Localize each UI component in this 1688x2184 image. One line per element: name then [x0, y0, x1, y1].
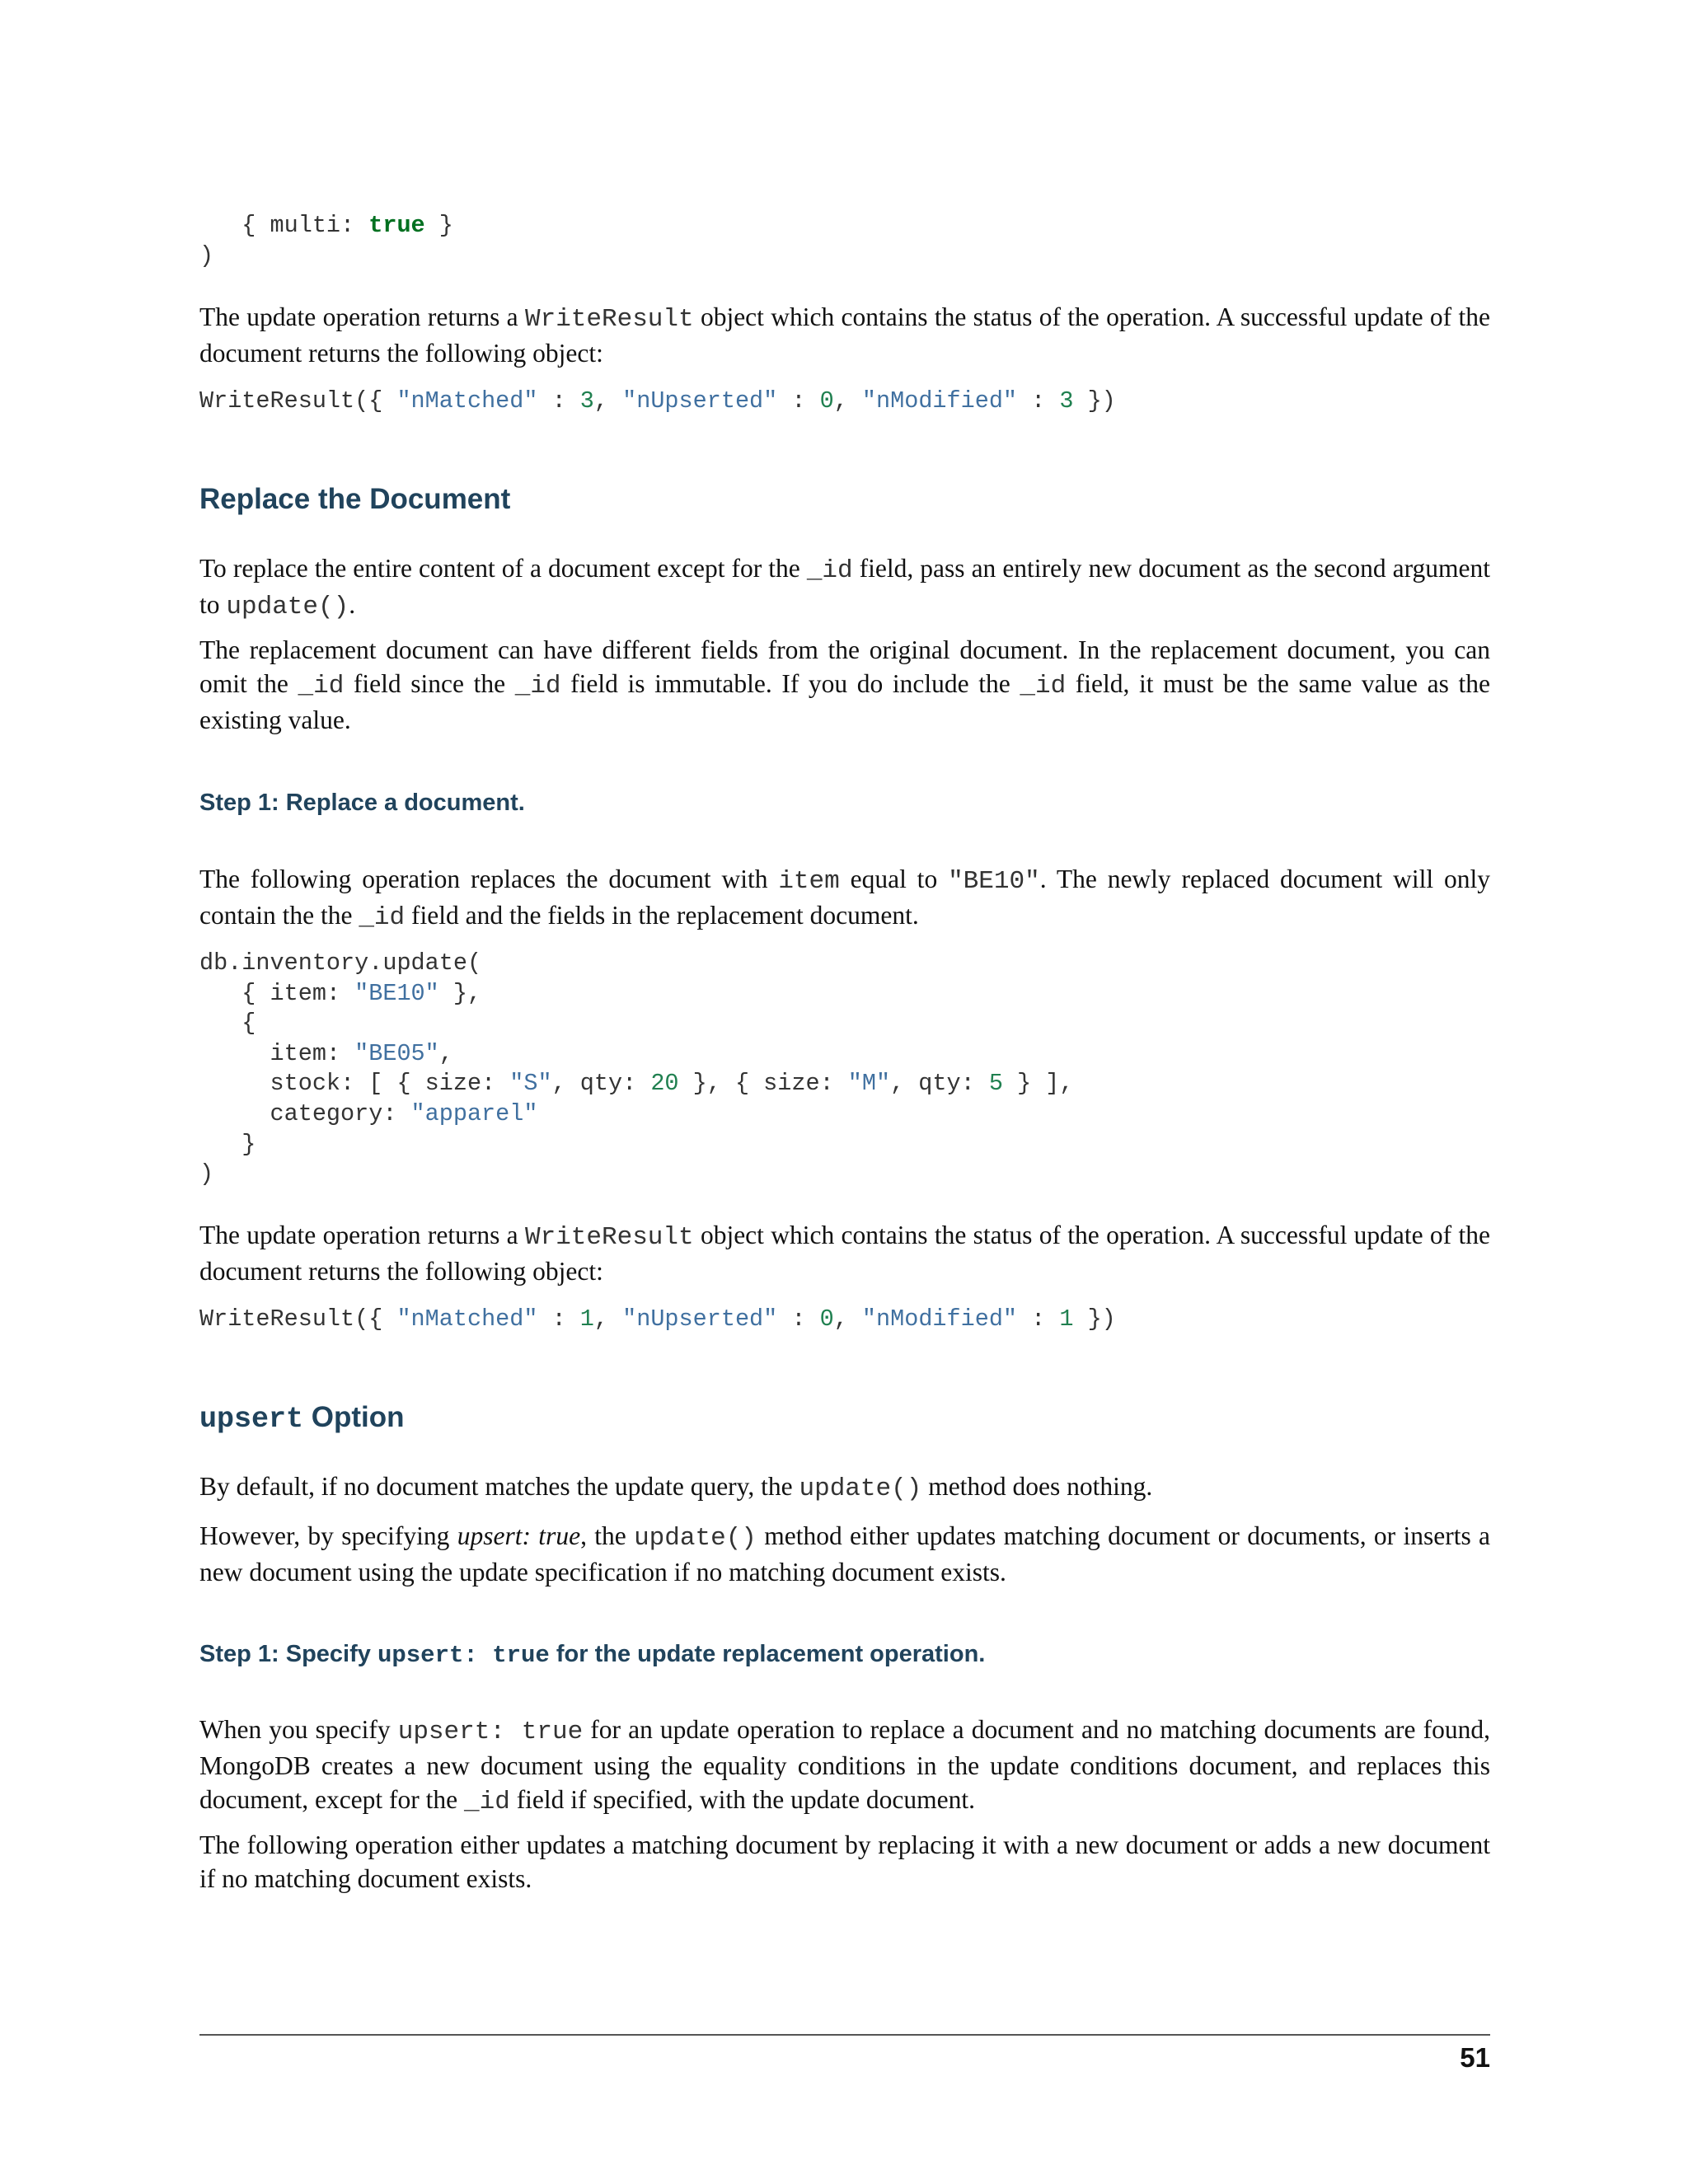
- code-string: "nUpserted": [622, 387, 778, 415]
- code-number: 0: [819, 387, 834, 415]
- code-string: "BE10": [354, 979, 439, 1007]
- code-text: :: [537, 1305, 580, 1333]
- code-number: 3: [579, 387, 594, 415]
- paragraph-writeresult-2: [199, 1218, 1490, 1288]
- code-text: {: [199, 1010, 256, 1038]
- text: field and the fields in the replacement document.: [405, 901, 919, 930]
- text: field since the: [344, 669, 515, 698]
- inline-code: item: [778, 867, 840, 896]
- paragraph-upsert-explain: [199, 1713, 1490, 1819]
- code-number: 1: [579, 1305, 594, 1333]
- inline-code: update(): [634, 1524, 757, 1553]
- paragraph-upsert-true: [199, 1519, 1490, 1589]
- text: object which contains the status of the operation. A successful update of the document returns the following object:: [199, 1221, 1490, 1286]
- code-text: ,: [833, 387, 862, 415]
- text: field if specified, with the update document.: [509, 1785, 976, 1814]
- text: method either updates matching document or documents, or inserts a new document using the update specification if no matching document exists.: [199, 1521, 1491, 1586]
- footer-divider: [199, 2034, 1490, 2036]
- paragraph-upsert-default: [199, 1469, 1490, 1506]
- code-text: WriteResult({: [199, 387, 397, 415]
- paragraph-step1-desc: [199, 862, 1490, 935]
- text: However, by specifying: [199, 1521, 457, 1550]
- inline-code: _id: [298, 672, 345, 701]
- text: field is immutable. If you do include the: [560, 669, 1020, 698]
- code-text: , qty:: [890, 1070, 989, 1098]
- inline-code: _id: [464, 1788, 510, 1816]
- code-text: item:: [199, 1039, 355, 1067]
- text: . The newly replaced document will only contain the the: [199, 865, 1491, 930]
- code-text: }): [1073, 1305, 1116, 1333]
- inline-code: update(): [799, 1474, 922, 1503]
- code-text: }: [199, 1130, 256, 1158]
- text: for an update operation to replace a document and no matching documents are found, MongoDB creates a new document using the equality conditions in the update conditions document, and replaces this document, except for the: [199, 1715, 1490, 1814]
- inline-code: "BE10": [948, 867, 1040, 896]
- code-text: WriteResult({: [199, 1305, 397, 1333]
- code-string: "apparel": [410, 1099, 538, 1127]
- code-string: "BE05": [354, 1039, 439, 1067]
- inline-code: WriteResult: [524, 1223, 694, 1252]
- code-text: :: [1017, 1305, 1060, 1333]
- subheading-step1-replace: Step 1: Replace a document.: [199, 790, 525, 816]
- paragraph-replacement-fields: [199, 633, 1490, 737]
- inline-code: _id: [1020, 672, 1067, 701]
- code-keyword: true: [368, 212, 425, 239]
- code-block-update: [199, 949, 1490, 1190]
- inline-code: update(): [226, 593, 349, 621]
- inline-code: WriteResult: [524, 305, 694, 334]
- inline-code: upsert: true: [397, 1718, 584, 1746]
- emphasis: upsert: true: [457, 1521, 581, 1550]
- code-text: }: [424, 212, 453, 239]
- code-text: }): [1073, 387, 1116, 415]
- section-heading-replace: Replace the Document: [199, 483, 511, 515]
- text: The update operation returns a: [199, 302, 525, 331]
- code-text: :: [537, 387, 580, 415]
- text: By default, if no document matches the update query, the: [199, 1472, 799, 1501]
- code-text: :: [777, 1305, 820, 1333]
- code-writeresult-1: [199, 387, 1490, 417]
- text: field, it must be the same value as the existing value.: [199, 669, 1490, 734]
- code-text: :: [777, 387, 820, 415]
- code-text: }, { size:: [678, 1070, 848, 1098]
- code-string: "nModified": [861, 387, 1018, 415]
- code-text: db.inventory.update(: [199, 949, 482, 977]
- code-string: "nUpserted": [622, 1305, 778, 1333]
- heading-text: Option: [303, 1401, 405, 1433]
- code-string: "S": [509, 1070, 552, 1098]
- paragraph-following-operation: The following operation either updates a matching document by replacing it with a new document or adds a new document if no matching document exists.: [199, 1830, 1490, 1893]
- heading-code: upsert: true: [377, 1642, 550, 1669]
- paragraph-writeresult-1: [199, 300, 1490, 370]
- code-text: ,: [593, 1305, 623, 1333]
- heading-text: for the update replacement operation.: [549, 1641, 986, 1667]
- code-text: category:: [199, 1099, 411, 1127]
- paragraph-replace-intro: [199, 551, 1490, 624]
- code-string: "nMatched": [396, 387, 538, 415]
- text: .: [349, 590, 356, 619]
- inline-code: _id: [514, 672, 561, 701]
- inline-code: _id: [806, 556, 853, 585]
- text: When you specify: [199, 1715, 398, 1744]
- code-text: ): [199, 1160, 214, 1188]
- code-text: stock: [ { size:: [199, 1070, 510, 1098]
- subheading-step1-upsert: [199, 1641, 1490, 1669]
- code-text: { item:: [199, 979, 355, 1007]
- code-text: ,: [833, 1305, 862, 1333]
- code-string: "M": [847, 1070, 891, 1098]
- code-text: , qty:: [551, 1070, 651, 1098]
- code-text: ,: [593, 387, 623, 415]
- code-text: ): [199, 241, 214, 269]
- code-text: { multi:: [199, 212, 369, 239]
- code-text: },: [438, 979, 482, 1007]
- text: The replacement document can have different fields from the original document. In the replacement document, you can omit the: [199, 635, 1490, 698]
- heading-text: Step 1: Specify: [199, 1641, 377, 1667]
- text: , the: [580, 1521, 635, 1550]
- code-number: 0: [819, 1305, 834, 1333]
- code-number: 3: [1059, 387, 1074, 415]
- code-number: 1: [1059, 1305, 1074, 1333]
- inline-code: _id: [359, 903, 406, 932]
- text: The following operation replaces the document with: [199, 865, 779, 893]
- text: method does nothing.: [921, 1472, 1153, 1501]
- code-number: 20: [650, 1070, 679, 1098]
- code-writeresult-2: [199, 1305, 1490, 1335]
- code-block-tail: [199, 211, 1490, 271]
- code-text: :: [1017, 387, 1060, 415]
- section-heading-upsert: [199, 1401, 1490, 1436]
- code-string: "nModified": [861, 1305, 1018, 1333]
- code-text: ,: [438, 1039, 453, 1067]
- code-string: "nMatched": [396, 1305, 538, 1333]
- text: The update operation returns a: [199, 1221, 525, 1249]
- heading-code: upsert: [199, 1403, 304, 1436]
- text: To replace the entire content of a document except for the: [199, 554, 807, 583]
- code-text: } ],: [1002, 1070, 1074, 1098]
- text: field, pass an entirely new document as the second argument to: [199, 554, 1490, 619]
- code-number: 5: [988, 1070, 1003, 1098]
- page-number: 51: [1460, 2042, 1490, 2073]
- text: equal to: [839, 865, 949, 893]
- text: object which contains the status of the operation. A successful update of the document returns the following object:: [199, 302, 1490, 368]
